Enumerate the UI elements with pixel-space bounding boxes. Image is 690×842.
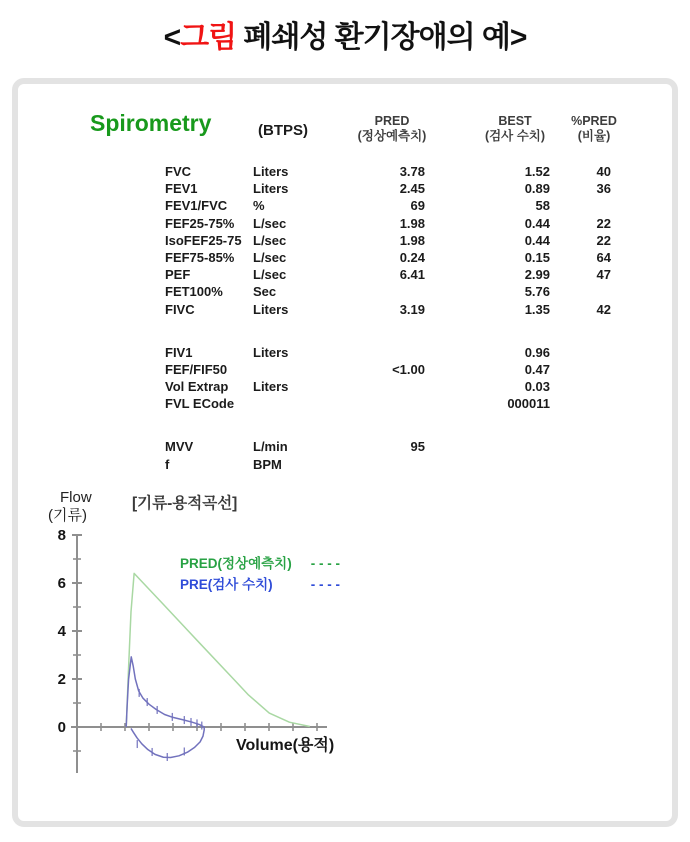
cell-name: FEV1 [165,181,198,197]
cell-pct: 40 [596,164,611,179]
title-bracket-close: > [509,21,527,54]
cell-best [425,456,550,473]
cell-name: FEF75-85% [165,249,235,265]
cell-name: MVV [165,439,194,455]
column-header-pred-line1: PRED [374,114,410,128]
cell-pred: 1.98 [399,215,425,231]
legend-label-pre: PRE(검사 수치) [180,577,273,592]
cell-best [425,438,550,455]
column-header-pct-pred [564,114,624,144]
table-row [18,180,672,197]
x-axis-label: Volume(용적) [236,737,335,754]
cell-unit: Liters [253,164,289,179]
table-row [18,301,672,318]
spirometry-table [18,163,672,473]
cell-unit: % [253,198,265,214]
cell-pct [550,344,611,361]
cell-best: 0.44 [524,232,550,248]
cell-pct [550,361,611,378]
cell-name: FET100% [165,284,223,300]
cell-pred: 95 [410,439,425,455]
cell-pred: 69 [410,198,425,214]
cell-best: 000011 [507,396,550,412]
chart-title: [기류-용적곡선] [132,495,238,512]
cell-unit: L/sec [253,267,287,283]
y-axis-label-line2: (기류) [48,507,87,524]
y-axis-label-line1: Flow [60,489,92,506]
cell-best: 0.47 [524,361,550,377]
table-row [18,378,672,395]
cell-best: 1.35 [524,301,550,317]
table-row [18,215,672,232]
cell-unit: BPM [253,456,282,472]
cell-name: f [165,456,170,472]
btps-label: (BTPS) [258,122,308,139]
cell-unit: L/sec [253,249,287,265]
cell-pred [328,378,425,395]
column-header-pred-line2: (정상예측치) [357,129,427,143]
cell-best: 0.89 [524,181,550,197]
cell-name: FVL ECode [165,396,235,412]
legend-dash-pre: - - - - [310,577,340,592]
spirometry-group [18,438,672,472]
cell-pct: 47 [596,267,611,283]
cell-unit: L/sec [253,215,287,231]
cell-pct: 36 [596,181,611,197]
y-tick-label: 8 [57,527,66,544]
cell-pred: 0.24 [399,249,425,265]
cell-name: PEF [165,267,191,283]
cell-pred [328,395,425,412]
cell-name: FIV1 [165,344,193,360]
cell-name: FIVC [165,301,195,317]
cell-pct [550,438,611,455]
y-tick-label: 0 [57,719,66,736]
cell-pred [328,344,425,361]
cell-unit: Liters [253,181,289,197]
table-row [18,163,672,180]
table-row [18,249,672,266]
table-row [18,456,672,473]
legend-item-pre [180,574,340,595]
cell-name: FEF25-75% [165,215,235,231]
cell-best: 2.99 [524,267,550,283]
cell-pct [550,378,611,395]
cell-pred: 1.98 [399,232,425,248]
cell-pred: 3.78 [399,164,425,179]
column-header-best-line2: (검사 수치) [484,129,546,143]
column-header-pct-pred-line1: %PRED [571,114,617,128]
table-row [18,438,672,455]
legend-dash-pred: - - - - [310,556,340,571]
title-highlight: 그림 [180,21,237,54]
cell-name: IsoFEF25-75 [165,232,242,248]
title-bracket-open: < [163,21,181,54]
cell-unit: L/min [253,439,288,455]
cell-name: Vol Extrap [165,379,229,395]
section-title: Spirometry [90,110,212,136]
cell-unit: L/sec [253,232,287,248]
cell-pct [550,197,611,214]
cell-pct: 42 [596,301,611,317]
table-row [18,361,672,378]
legend-item-pred [180,553,340,574]
cell-pred [328,456,425,473]
cell-pred [328,283,425,300]
cell-unit: Liters [253,344,289,360]
flow-volume-svg [40,485,390,810]
title-text: 폐쇄성 환기장애의 예 [236,21,510,54]
cell-pct: 64 [596,249,611,265]
column-header-pred [344,114,440,144]
y-tick-label: 2 [57,671,66,688]
cell-pct [550,395,611,412]
table-row [18,232,672,249]
y-axis-label [48,489,92,525]
cell-pct [550,283,611,300]
report-box [12,78,678,827]
table-row [18,344,672,361]
legend-label-pred: PRED(정상예측치) [180,556,292,571]
cell-unit [253,395,328,412]
table-row [18,395,672,412]
page-title [0,12,690,56]
y-tick-label: 4 [57,623,66,640]
cell-unit: Sec [253,284,277,300]
cell-pct: 22 [596,232,611,248]
cell-pct: 22 [596,215,611,231]
flow-volume-chart [40,485,390,810]
cell-best: 0.03 [524,379,550,395]
cell-name: FEV1/FVC [165,198,228,214]
spirometry-group [18,163,672,318]
cell-best: 0.44 [524,215,550,231]
column-header-pct-pred-line2: (비율) [577,129,611,143]
cell-best: 5.76 [524,284,550,300]
cell-pred: 6.41 [399,267,425,283]
cell-unit [253,361,328,378]
y-tick-label: 6 [57,575,66,592]
cell-pct [550,456,611,473]
cell-unit: Liters [253,379,289,395]
chart-legend [180,553,340,595]
curve-pred [126,573,310,727]
cell-best: 1.52 [524,164,550,179]
cell-pred: <1.00 [392,361,425,377]
column-header-best [467,114,563,144]
table-row [18,283,672,300]
cell-pred: 3.19 [399,301,425,317]
cell-name: FEF/FIF50 [165,361,228,377]
cell-best: 58 [535,198,550,214]
curve-pre [126,657,204,758]
cell-best: 0.96 [524,344,550,360]
cell-unit: Liters [253,301,289,317]
spirometry-group [18,344,672,413]
cell-pred: 2.45 [399,181,425,197]
table-row [18,266,672,283]
cell-name: FVC [165,164,191,179]
column-header-best-line1: BEST [498,114,532,128]
cell-best: 0.15 [524,249,550,265]
table-row [18,197,672,214]
